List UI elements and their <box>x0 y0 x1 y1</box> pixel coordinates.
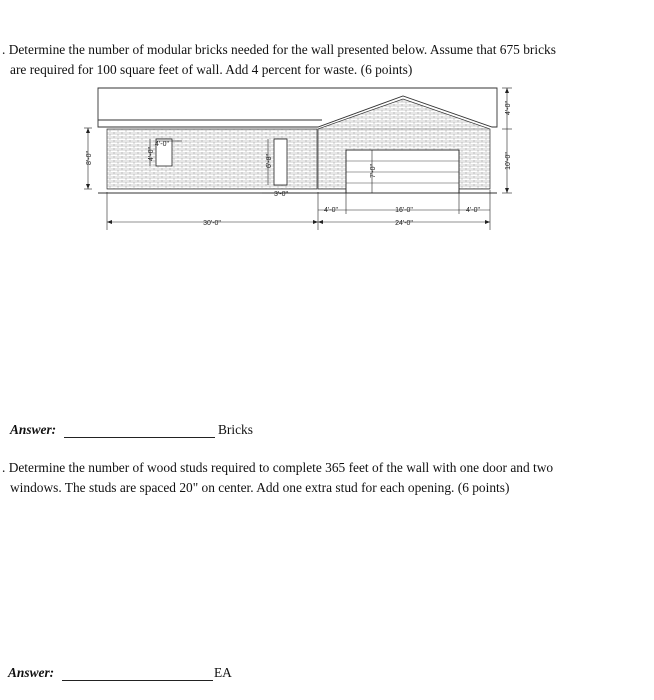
answer-2-row <box>8 665 308 683</box>
dim-garage-wall-height: 10'-0" <box>505 152 512 170</box>
dim-garage-door-width: 16'-0" <box>395 207 413 214</box>
dim-window-width: 4'-0" <box>155 141 169 148</box>
question-1-line-2: are required for 100 square feet of wall. Add 4 percent for waste. (6 points) <box>10 62 413 77</box>
dim-gable-height: 4'-0" <box>505 101 512 115</box>
dim-window-height: 4'-0" <box>148 147 155 161</box>
question-2-text <box>2 458 642 498</box>
garage-door <box>346 150 459 193</box>
dim-garage-door-height: 7'-0" <box>370 164 377 178</box>
dim-door-height: 6'-8" <box>266 154 273 168</box>
dim-wall-height: 8'-0" <box>86 151 93 165</box>
entry-door <box>274 139 287 185</box>
answer-1-unit: Bricks <box>218 422 253 437</box>
house-elevation-drawing <box>80 84 520 234</box>
answer-1-row <box>10 422 310 440</box>
question-1-text <box>2 40 642 80</box>
dim-garage-total: 24'-0" <box>395 220 413 227</box>
answer-2-label: Answer: <box>8 665 55 680</box>
dim-garage-side-left: 4'-0" <box>324 207 338 214</box>
answer-1-blank[interactable] <box>64 437 215 438</box>
dim-garage-side-right: 4'-0" <box>466 207 480 214</box>
question-2-line-2: windows. The studs are spaced 20" on center. Add one extra stud for each opening. (6 points) <box>10 480 510 495</box>
question-1-line-1: . Determine the number of modular bricks needed for the wall presented below. Assume that 675 bricks <box>2 42 556 57</box>
answer-2-blank[interactable] <box>62 680 213 681</box>
question-2-line-1: . Determine the number of wood studs required to complete 365 feet of the wall with one door and two <box>2 460 554 475</box>
dim-left-length: 30'-0" <box>203 220 221 227</box>
answer-2-unit: EA <box>214 665 232 680</box>
dim-door-width: 3'-0" <box>274 191 288 198</box>
answer-1-label: Answer: <box>10 422 57 437</box>
